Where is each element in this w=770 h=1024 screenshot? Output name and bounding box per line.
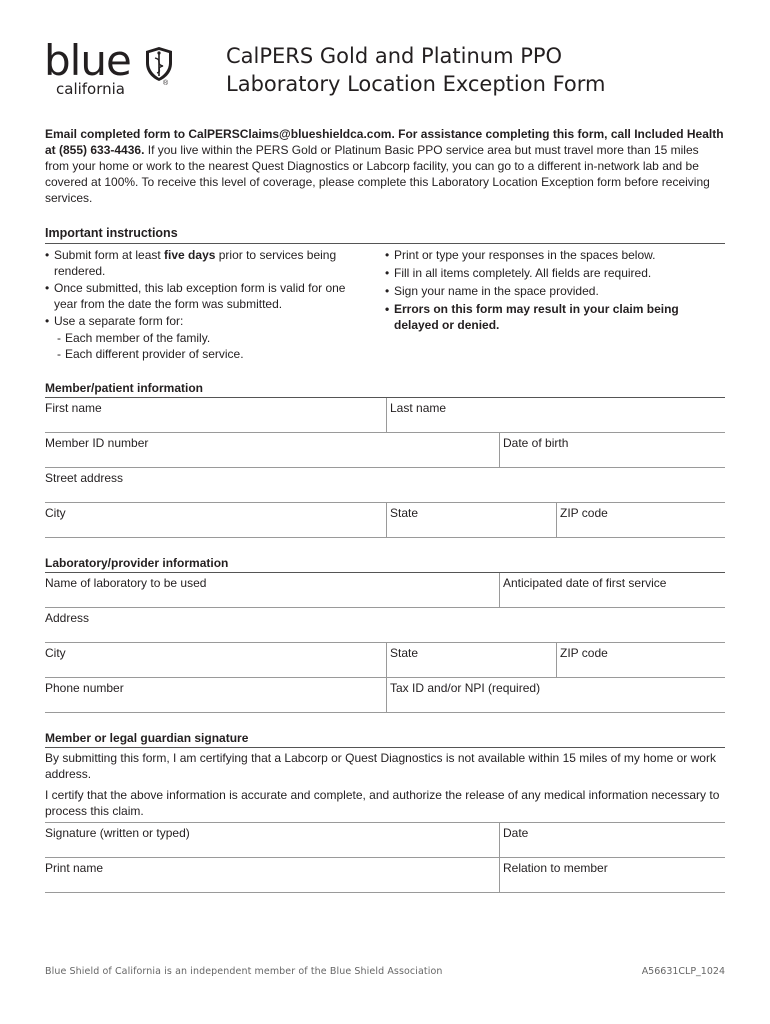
instruction-subitem: - Each member of the family.: [57, 331, 211, 345]
first-service-date-field[interactable]: Anticipated date of first service: [503, 576, 667, 590]
signature-section-heading: Member or legal guardian signature: [45, 731, 249, 745]
field-divider: [499, 433, 500, 468]
lab-zip-field[interactable]: ZIP code: [560, 646, 608, 660]
lab-name-field[interactable]: Name of laboratory to be used: [45, 576, 207, 590]
field-divider: [499, 573, 500, 608]
instruction-item: • Once submitted, this lab exception form is valid for one year from the date the form was submitted.: [45, 281, 346, 311]
field-divider: [499, 858, 500, 893]
lab-state-field[interactable]: State: [390, 646, 419, 660]
logo-wordmark: blue: [44, 36, 131, 85]
instruction-item: • Fill in all items completely. All fields are required.: [385, 266, 652, 280]
blue-shield-logo: [44, 36, 174, 100]
street-address-field[interactable]: Street address: [45, 471, 124, 485]
title-line-1: CalPERS Gold and Platinum PPO: [226, 44, 563, 68]
field-line: [45, 712, 725, 713]
registered-mark: ®: [163, 80, 169, 87]
divider: [45, 572, 725, 573]
title-line-2: Laboratory Location Exception Form: [226, 72, 606, 96]
instruction-item: • Use a separate form for:: [45, 314, 184, 328]
field-line: [45, 857, 725, 858]
intro-text: If you live within the PERS Gold or Platinum Basic PPO service area but must travel more than 15 miles from your home or work to the nearest Quest Diagnostics or Labcorp facility, you can go to a different in-network lab and be covered at 100%. To receive this level of coverage, please complete this Laboratory Location Exception form before receiving services.: [45, 143, 710, 205]
member-zip-field[interactable]: ZIP code: [560, 506, 608, 520]
print-name-field[interactable]: Print name: [45, 861, 104, 875]
logo-region: california: [56, 80, 126, 98]
signature-date-field[interactable]: Date: [503, 826, 529, 840]
intro-contact: Email completed form to CalPERSClaims@blueshieldca.com. For assistance completing this form, call Included Health at (855) 633-4436.: [45, 127, 724, 157]
instructions-right-column: [385, 247, 725, 334]
field-line: [45, 892, 725, 893]
field-line: [45, 502, 725, 503]
member-city-field[interactable]: City: [45, 506, 66, 520]
intro-paragraph: [45, 126, 725, 206]
lab-section-heading: Laboratory/provider information: [45, 556, 229, 570]
instruction-item: • Submit form at least five days prior to services being rendered.: [45, 248, 337, 278]
signature-field[interactable]: Signature (written or typed): [45, 826, 190, 840]
instruction-item: • Print or type your responses in the spaces below.: [385, 248, 656, 262]
field-divider: [386, 503, 387, 538]
field-line: [45, 607, 725, 608]
date-of-birth-field[interactable]: Date of birth: [503, 436, 569, 450]
field-line: [45, 677, 725, 678]
field-line: [45, 822, 725, 823]
field-line: [45, 432, 725, 433]
phone-number-field[interactable]: Phone number: [45, 681, 124, 695]
field-line: [45, 467, 725, 468]
divider: [45, 747, 725, 748]
field-divider: [386, 398, 387, 433]
shield-caduceus-icon: [144, 46, 174, 82]
form-title: [226, 42, 606, 98]
instructions-left-column: [45, 247, 363, 362]
divider: [45, 243, 725, 244]
instruction-item: • Errors on this form may result in your claim being delayed or denied.: [385, 302, 679, 332]
certification-paragraph: By submitting this form, I am certifying that a Labcorp or Quest Diagnostics is not available within 15 miles of my home or work address.: [45, 751, 716, 781]
footer-disclaimer: Blue Shield of California is an independent member of the Blue Shield Association: [45, 966, 443, 977]
member-state-field[interactable]: State: [390, 506, 419, 520]
field-divider: [556, 503, 557, 538]
instruction-subitem: - Each different provider of service.: [57, 347, 244, 361]
relation-to-member-field[interactable]: Relation to member: [503, 861, 608, 875]
tax-id-npi-field[interactable]: Tax ID and/or NPI (required): [390, 681, 541, 695]
field-divider: [386, 643, 387, 678]
field-line: [45, 642, 725, 643]
authorization-paragraph: I certify that the above information is accurate and complete, and authorize the release of any medical information necessary to process this claim.: [45, 788, 720, 818]
member-section-heading: Member/patient information: [45, 381, 204, 395]
last-name-field[interactable]: Last name: [390, 401, 447, 415]
lab-address-field[interactable]: Address: [45, 611, 90, 625]
instruction-item: • Sign your name in the space provided.: [385, 284, 599, 298]
field-divider: [386, 678, 387, 713]
lab-city-field[interactable]: City: [45, 646, 66, 660]
field-divider: [556, 643, 557, 678]
divider: [45, 397, 725, 398]
member-id-field[interactable]: Member ID number: [45, 436, 149, 450]
first-name-field[interactable]: First name: [45, 401, 102, 415]
form-code: A56631CLP_1024: [641, 966, 725, 977]
field-divider: [499, 823, 500, 858]
instructions-heading: Important instructions: [45, 226, 178, 240]
field-line: [45, 537, 725, 538]
